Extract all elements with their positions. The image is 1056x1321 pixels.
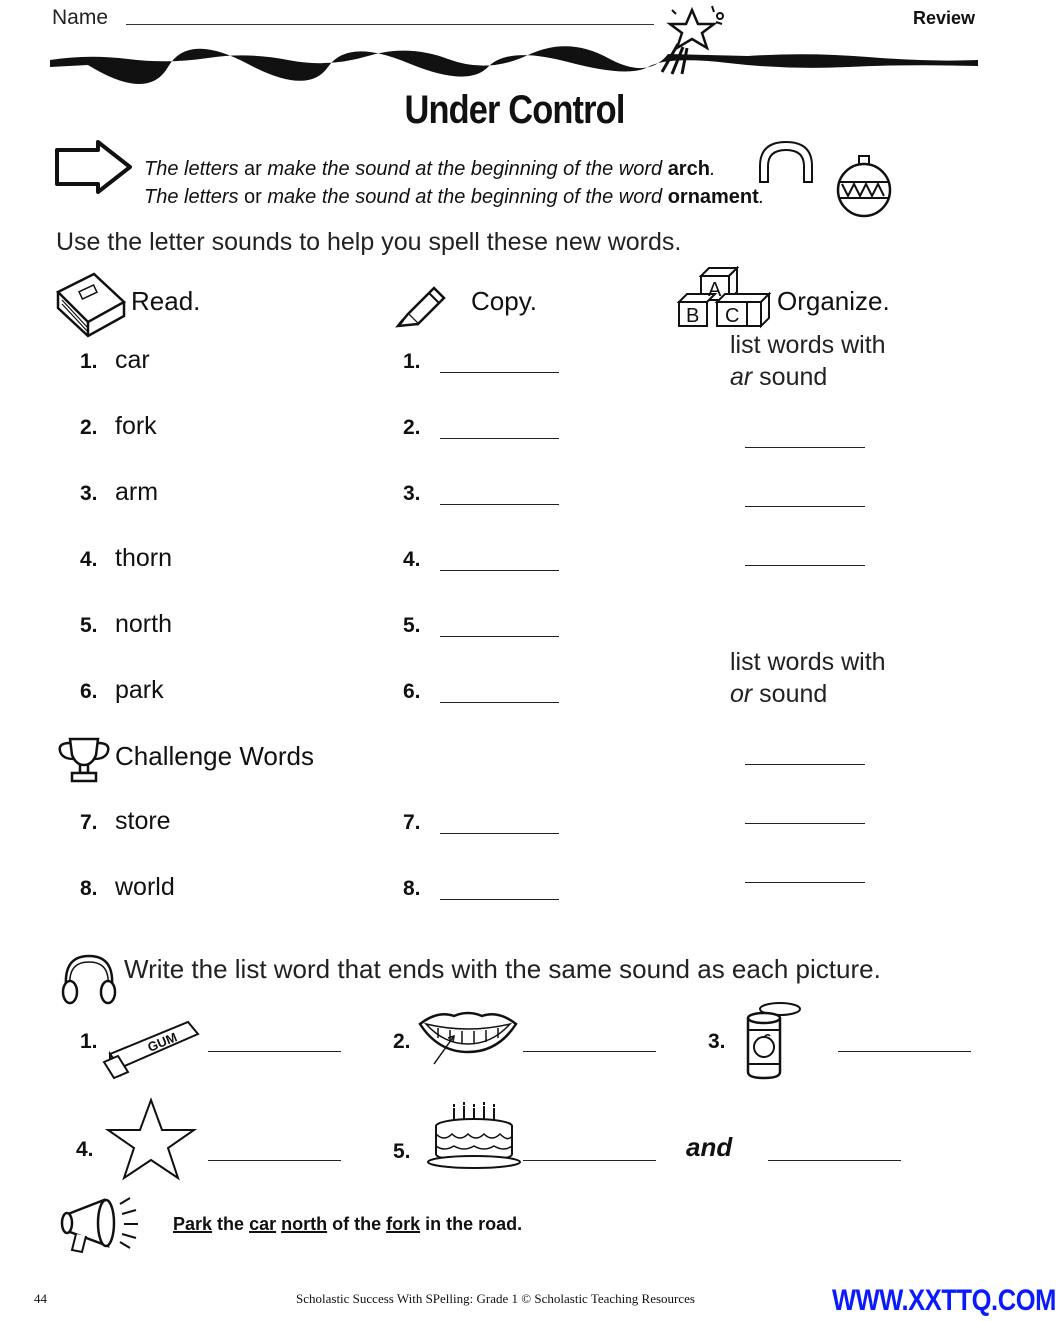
copy-blank[interactable] [440, 372, 559, 373]
organize-heading: Organize. [777, 286, 890, 316]
arch-icon [754, 136, 818, 184]
mouth-teeth-icon [418, 1004, 518, 1068]
name-label: Name [52, 6, 109, 29]
copy-blank[interactable] [440, 702, 559, 703]
picture-answer-blank[interactable] [208, 1160, 341, 1161]
ar-word-blank[interactable] [745, 506, 865, 507]
copy-number: 7. [403, 811, 421, 834]
picture-answer-blank[interactable] [523, 1160, 656, 1161]
word-number: 3. [80, 482, 98, 505]
word-number: 7. [80, 811, 98, 834]
organize-ar-label: list words with ar sound [730, 331, 886, 391]
instruction-text: Use the letter sounds to help you spell these new words. [56, 228, 682, 256]
watermark: WWW.XXTTQ.COM [832, 1284, 1056, 1317]
svg-text:GUM: GUM [145, 1029, 180, 1055]
name-input-line[interactable] [126, 24, 654, 25]
rule-or: The letters or make the sound at the beginning of the word ornament. [144, 186, 765, 208]
list-word: fork [115, 412, 157, 440]
copy-blank[interactable] [440, 504, 559, 505]
abc-blocks-icon [677, 264, 773, 328]
birthday-cake-icon [424, 1100, 524, 1170]
copy-blank[interactable] [440, 636, 559, 637]
copy-number: 4. [403, 548, 421, 571]
copy-number: 5. [403, 614, 421, 637]
svg-text:A: A [708, 279, 722, 301]
word-number: 5. [80, 614, 98, 637]
copy-heading: Copy. [471, 286, 537, 316]
or-word-blank[interactable] [745, 823, 865, 824]
page-number: 44 [34, 1291, 47, 1306]
list-word: arm [115, 478, 159, 506]
review-label: Review [913, 8, 976, 28]
rule-ar: The letters ar make the sound at the beginning of the word arch. [144, 158, 716, 180]
word-number: 6. [80, 680, 98, 703]
challenge-heading: Challenge Words [115, 741, 314, 771]
brush-divider [48, 40, 983, 74]
svg-text:B: B [686, 305, 700, 327]
picture-number: 3. [708, 1030, 726, 1053]
copy-number: 1. [403, 350, 421, 373]
pencil-icon [394, 282, 450, 328]
picture-answer-blank[interactable] [208, 1051, 341, 1052]
copy-blank[interactable] [440, 570, 559, 571]
copy-number: 3. [403, 482, 421, 505]
word-number: 2. [80, 416, 98, 439]
ornament-icon [834, 152, 896, 220]
svg-text:C: C [725, 305, 740, 327]
arrow-right-icon [54, 140, 134, 198]
challenge-word: store [115, 807, 171, 835]
picture-answer-blank[interactable] [838, 1051, 971, 1052]
copy-number: 2. [403, 416, 421, 439]
picture-number: 2. [393, 1030, 411, 1053]
page-title: Under Control [404, 88, 625, 132]
picture-number: 1. [80, 1030, 98, 1053]
copy-number: 6. [403, 680, 421, 703]
copy-blank[interactable] [440, 899, 559, 900]
word-number: 8. [80, 877, 98, 900]
book-icon [54, 270, 128, 340]
challenge-word: world [115, 873, 175, 901]
star-icon [106, 1096, 196, 1182]
copy-blank[interactable] [440, 438, 559, 439]
ar-word-blank[interactable] [745, 447, 865, 448]
can-icon [744, 1000, 804, 1082]
or-word-blank[interactable] [745, 882, 865, 883]
picture-number: 4. [76, 1138, 94, 1161]
read-heading: Read. [131, 286, 201, 316]
list-word: park [115, 676, 164, 704]
list-word: thorn [115, 544, 172, 572]
megaphone-icon [58, 1190, 148, 1258]
shooting-star-icon [652, 2, 732, 76]
practice-sentence: Park the car north of the fork in the road. [173, 1214, 523, 1234]
picture-number: 5. [393, 1140, 411, 1163]
word-number: 1. [80, 350, 98, 373]
organize-or-label: list words with or sound [730, 648, 886, 708]
list-word: car [115, 346, 150, 374]
headphones-icon [58, 950, 120, 1006]
trophy-icon [56, 735, 112, 785]
copy-number: 8. [403, 877, 421, 900]
picture-answer-blank[interactable] [768, 1160, 901, 1161]
and-word: and [686, 1132, 733, 1162]
ar-word-blank[interactable] [745, 565, 865, 566]
picture-instruction: Write the list word that ends with the same sound as each picture. [124, 954, 881, 984]
word-number: 4. [80, 548, 98, 571]
copy-blank[interactable] [440, 833, 559, 834]
or-word-blank[interactable] [745, 764, 865, 765]
footer-credit: Scholastic Success With SPelling: Grade 1 © Scholastic Teaching Resources [296, 1291, 695, 1306]
picture-answer-blank[interactable] [523, 1051, 656, 1052]
list-word: north [115, 610, 172, 638]
gum-pack-icon [102, 1016, 202, 1080]
